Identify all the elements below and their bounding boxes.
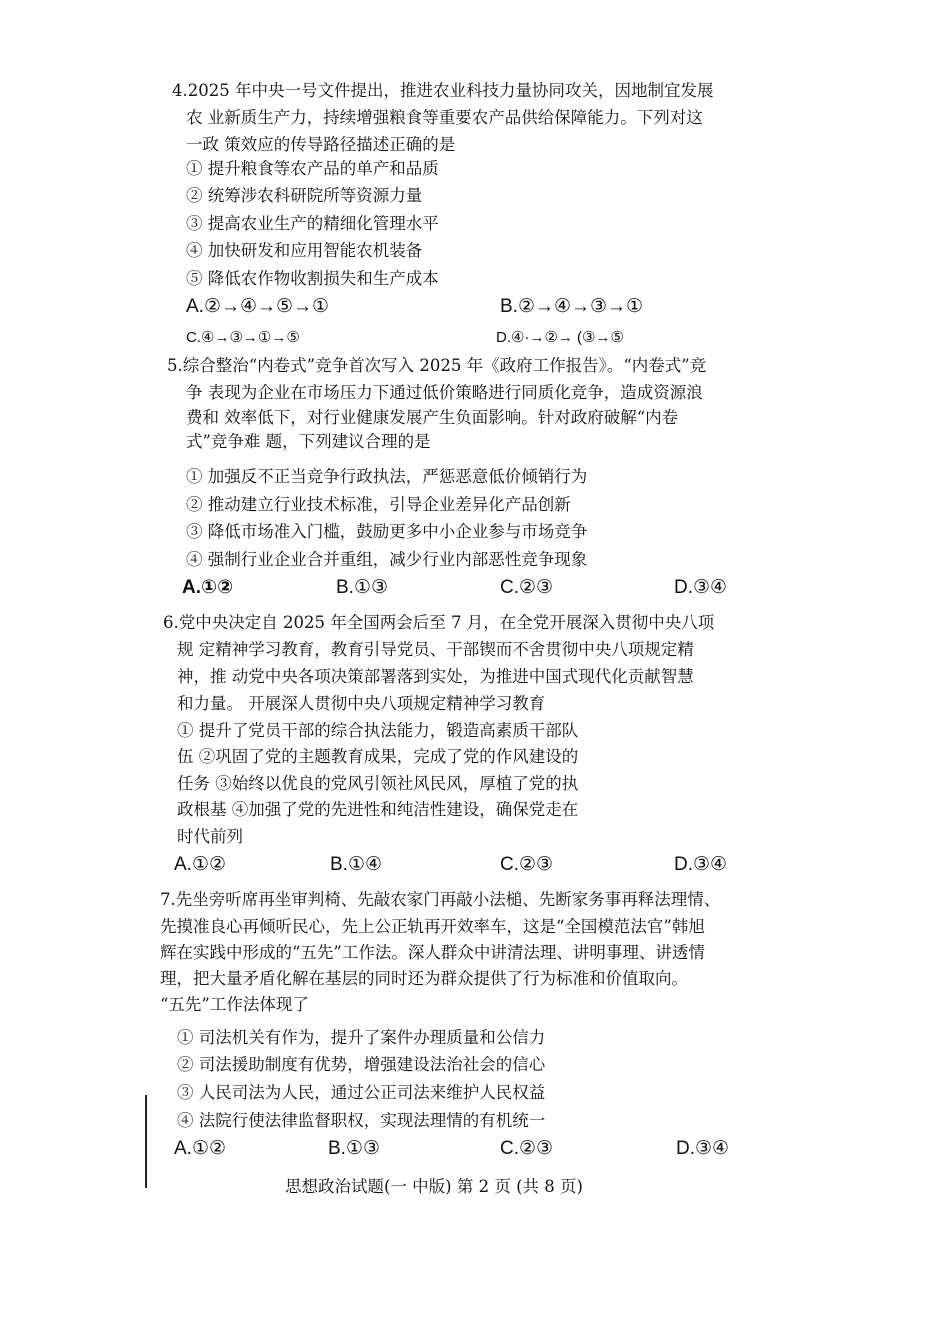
question-stem-line: 先摸准良心再倾听民心，先上公正轨再开效率车，这是“全国模范法官”韩旭 (160, 917, 705, 936)
page-footer: 思想政治试题(一 中版) 第 2 页 (共 8 页) (285, 1177, 583, 1196)
option-d: D.③④ (674, 854, 728, 875)
question-stem-line: 农 业新质生产力，持续增强粮食等重要农产品供给保障能力。下列对这 (186, 108, 703, 127)
option-c: C.②③ (500, 854, 554, 875)
statement-item: ④ 加快研发和应用智能农机装备 (186, 241, 423, 260)
option-b: B.①③ (336, 577, 389, 598)
statement-item: ④ 强制行业企业合并重组，减少行业内部恶性竞争现象 (186, 550, 588, 569)
option-c: C.④→③→①→⑤ (186, 329, 300, 346)
statement-item: ② 司法援助制度有优势，增强建设法治社会的信心 (177, 1055, 546, 1074)
statement-item: ① 加强反不正当竞争行政执法，严惩恶意低价倾销行为 (186, 467, 588, 486)
option-a: A.①② (174, 854, 227, 875)
option-d: D.④·→②→ (③→⑤ (496, 329, 624, 346)
option-b: B.①④ (330, 854, 383, 875)
question-stem-line: 5.综合整治“内卷式”竞争首次写入 2025 年《政府工作报告》。“内卷式”竞 (167, 356, 707, 375)
question-stem-line: 理，把大量矛盾化解在基层的同时还为群众提供了行为标准和价值取向。 (160, 969, 688, 988)
question-stem-line: 和力量。 开展深人贯彻中央八项规定精神学习教育 (177, 694, 546, 713)
question-stem-line: 费和 效率低下，对行业健康发展产生负面影响。针对政府破解“内卷 (186, 408, 679, 427)
option-d: D.③④ (674, 577, 728, 598)
option-b: B.②→④→③→① (500, 296, 644, 317)
statement-item: 任务 ③始终以优良的党风引领社风民风，厚植了党的执 (177, 774, 579, 793)
statement-item: 时代前列 (177, 827, 243, 846)
statement-item: ② 统筹涉农科研院所等资源力量 (186, 186, 423, 205)
statement-item: ③ 降低市场准入门槛，鼓励更多中小企业参与市场竞争 (186, 522, 588, 541)
question-stem-line: 神，推 动党中央各项决策部署落到实处，为推进中国式现代化贡献智慧 (177, 667, 694, 686)
question-stem-line: 辉在实践中形成的“五先”工作法。深人群众中讲清法理、讲明事理、讲透情 (160, 943, 705, 962)
option-a: A.①② (182, 577, 234, 598)
option-c: C.②③ (500, 577, 554, 598)
question-stem-line: 6.党中央决定自 2025 年全国两会后至 7 月，在全党开展深入贯彻中央八项 (163, 613, 715, 632)
statement-item: ① 提升粮食等农产品的单产和品质 (186, 159, 439, 178)
question-stem-line: 争 表现为企业在市场压力下通过低价策略进行同质化竞争，造成资源浪 (186, 383, 703, 402)
question-stem-line: 规 定精神学习教育，教育引导党员、干部锲而不舍贯彻中央八项规定精 (177, 640, 694, 659)
statement-item: ① 提升了党员干部的综合执法能力，锻造高素质干部队 (177, 721, 579, 740)
question-stem-line: 式”竞争难 题，下列建议合理的是 (186, 432, 431, 451)
statement-item: ④ 法院行使法律监督职权，实现法理情的有机统一 (177, 1111, 546, 1130)
question-stem-line: “五先”工作法体现了 (160, 995, 309, 1014)
statement-item: ② 推动建立行业技术标准，引导企业差异化产品创新 (186, 495, 571, 514)
statement-item: ③ 提高农业生产的精细化管理水平 (186, 214, 439, 233)
statement-item: ⑤ 降低农作物收割损失和生产成本 (186, 269, 439, 288)
option-c: C.②③ (500, 1138, 554, 1159)
statement-item: ③ 人民司法为人民，通过公正司法来维护人民权益 (177, 1083, 546, 1102)
question-stem-line: 4.2025 年中央一号文件提出，推进农业科技力量协同攻关，因地制宜发展 (172, 81, 714, 100)
statement-item: 政根基 ④加强了党的先进性和纯洁性建设，确保党走在 (177, 800, 579, 819)
margin-bar (145, 1095, 147, 1188)
question-stem-line: 一政 策效应的传导路径描述正确的是 (186, 135, 456, 154)
option-b: B.①③ (328, 1138, 381, 1159)
question-stem-line: 7.先坐旁听席再坐审判椅、先敲农家门再敲小法槌、先断家务事再释法理情、 (160, 890, 721, 909)
statement-item: ① 司法机关有作为，提升了案件办理质量和公信力 (177, 1028, 546, 1047)
option-a: A.②→④→⑤→① (186, 296, 330, 317)
statement-item: 伍 ②巩固了党的主题教育成果，完成了党的作风建设的 (177, 747, 579, 766)
option-a: A.①② (174, 1138, 227, 1159)
option-d: D.③④ (676, 1138, 730, 1159)
